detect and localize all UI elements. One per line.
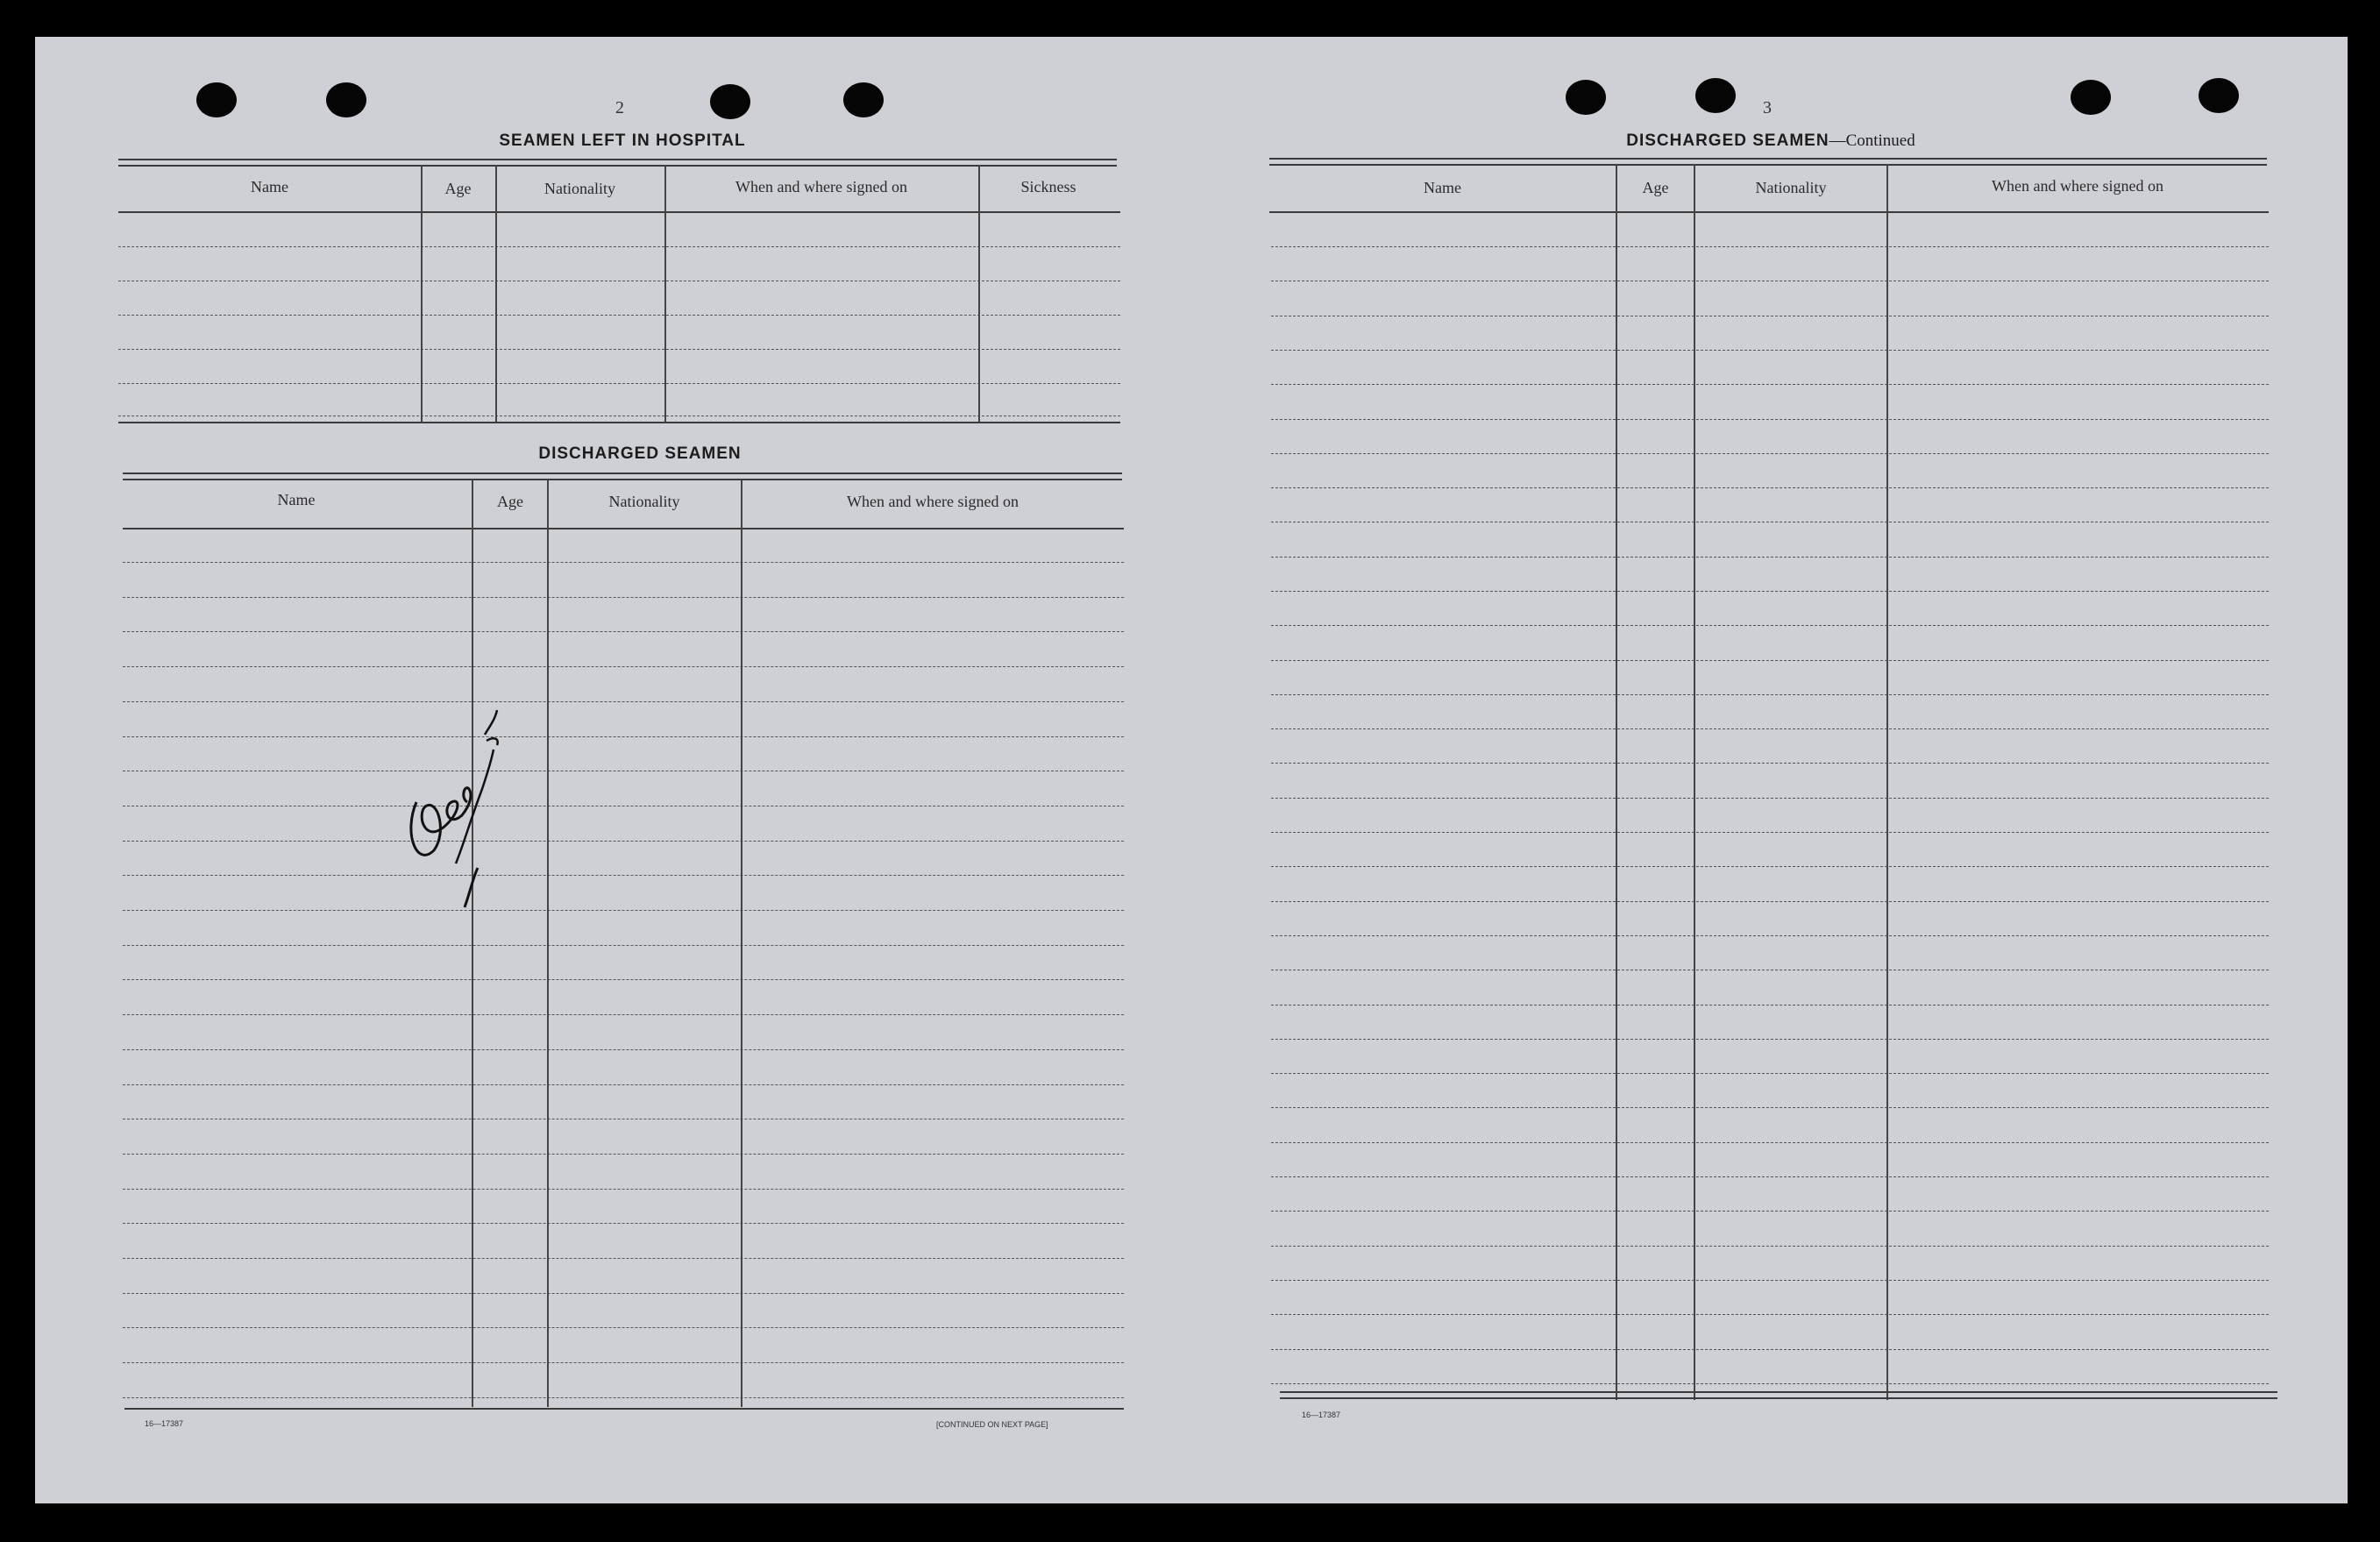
right-col-signed-on: When and where signed on — [1992, 177, 2163, 195]
hospital-col-signed-on: When and where signed on — [735, 178, 907, 195]
row-line — [1271, 1142, 2269, 1143]
right-col-divider — [1886, 164, 1888, 1400]
row-line — [1271, 557, 2269, 558]
row-line — [1271, 1314, 2269, 1315]
form-number-right: 16—17387 — [1302, 1411, 1341, 1419]
row-line — [123, 1258, 1124, 1259]
row-line — [1271, 487, 2269, 488]
continued-note: [CONTINUED ON NEXT PAGE] — [936, 1420, 1048, 1429]
discharged-section-title: DISCHARGED SEAMEN — [538, 444, 742, 463]
row-line — [123, 631, 1124, 632]
row-line — [1271, 1349, 2269, 1350]
row-line — [123, 979, 1124, 980]
row-line — [1271, 798, 2269, 799]
right-bottom-rule — [1280, 1391, 2277, 1399]
hospital-col-sickness: Sickness — [1020, 178, 1076, 195]
row-line — [1271, 901, 2269, 902]
punch-hole — [2199, 78, 2239, 113]
discharged-col-age: Age — [497, 493, 523, 510]
hospital-col-divider — [664, 165, 666, 422]
discharged-col-name: Name — [277, 491, 316, 508]
row-line — [1271, 246, 2269, 247]
hospital-col-name: Name — [251, 178, 288, 195]
hospital-row-line — [118, 315, 1120, 316]
row-line — [123, 736, 1124, 737]
row-line — [1271, 591, 2269, 592]
punch-hole — [2071, 80, 2111, 115]
right-header-rule — [1269, 211, 2269, 213]
hospital-row-line — [118, 349, 1120, 350]
row-line — [1271, 1246, 2269, 1247]
punch-hole — [326, 82, 366, 117]
row-line — [1271, 1107, 2269, 1108]
hospital-col-divider — [421, 165, 423, 422]
row-line — [1271, 866, 2269, 867]
row-line — [1271, 694, 2269, 695]
row-line — [123, 945, 1124, 946]
row-line — [1271, 935, 2269, 936]
row-line — [123, 597, 1124, 598]
row-line — [123, 1154, 1124, 1155]
row-line — [123, 875, 1124, 876]
row-line — [123, 841, 1124, 842]
discharged-col-nationality: Nationality — [608, 493, 680, 510]
right-col-age: Age — [1642, 179, 1669, 196]
right-col-nationality: Nationality — [1755, 179, 1827, 196]
row-line — [123, 1362, 1124, 1363]
row-line — [1271, 453, 2269, 454]
row-line — [1271, 1280, 2269, 1281]
punch-hole — [1695, 78, 1736, 113]
hospital-row-line — [118, 383, 1120, 384]
row-line — [123, 1293, 1124, 1294]
punch-hole — [1566, 80, 1606, 115]
row-line — [123, 1014, 1124, 1015]
continued-title-main: DISCHARGED SEAMEN — [1626, 131, 1829, 150]
discharged-col-divider — [741, 480, 742, 1407]
discharged-col-divider — [472, 480, 473, 1407]
punch-hole — [710, 84, 750, 119]
row-line — [1271, 1211, 2269, 1212]
hospital-col-divider — [495, 165, 497, 422]
row-line — [123, 1223, 1124, 1224]
page-number-left: 2 — [615, 98, 624, 117]
row-line — [1271, 625, 2269, 626]
hospital-col-nationality: Nationality — [544, 180, 615, 197]
page-number-right: 3 — [1763, 98, 1772, 117]
row-line — [1271, 763, 2269, 764]
row-line — [1271, 419, 2269, 420]
row-line — [123, 1397, 1124, 1398]
row-line — [1271, 832, 2269, 833]
right-top-rule — [1269, 158, 2267, 166]
hospital-top-rule — [118, 159, 1117, 167]
hospital-row-line — [118, 246, 1120, 247]
row-line — [123, 1049, 1124, 1050]
row-line — [123, 1189, 1124, 1190]
row-line — [1271, 1176, 2269, 1177]
hospital-bottom-rule — [118, 422, 1120, 423]
row-line — [123, 806, 1124, 807]
row-line — [123, 1327, 1124, 1328]
row-line — [1271, 1383, 2269, 1384]
handwritten-signature — [399, 693, 504, 929]
continued-title-suffix: —Continued — [1829, 131, 1915, 150]
hospital-col-divider — [978, 165, 980, 422]
discharged-bottom-rule — [124, 1408, 1124, 1410]
continued-section-title — [1560, 131, 1981, 151]
row-line — [123, 666, 1124, 667]
hospital-section-title: SEAMEN LEFT IN HOSPITAL — [499, 131, 746, 150]
hospital-col-age: Age — [444, 180, 472, 197]
row-line — [123, 562, 1124, 563]
right-col-divider — [1616, 164, 1617, 1400]
row-line — [1271, 350, 2269, 351]
row-line — [1271, 384, 2269, 385]
form-number-left: 16—17387 — [145, 1419, 184, 1428]
row-line — [123, 701, 1124, 702]
discharged-col-divider — [547, 480, 549, 1407]
right-col-name: Name — [1424, 179, 1461, 196]
discharged-header-rule — [123, 528, 1124, 529]
right-col-divider — [1694, 164, 1695, 1400]
row-line — [1271, 1039, 2269, 1040]
row-line — [1271, 660, 2269, 661]
discharged-col-signed-on: When and where signed on — [847, 493, 1019, 510]
row-line — [1271, 728, 2269, 729]
hospital-header-rule — [118, 211, 1120, 213]
punch-hole — [843, 82, 884, 117]
row-line — [123, 1084, 1124, 1085]
punch-hole — [196, 82, 237, 117]
discharged-top-rule — [123, 473, 1122, 480]
row-line — [1271, 1073, 2269, 1074]
row-line — [123, 910, 1124, 911]
